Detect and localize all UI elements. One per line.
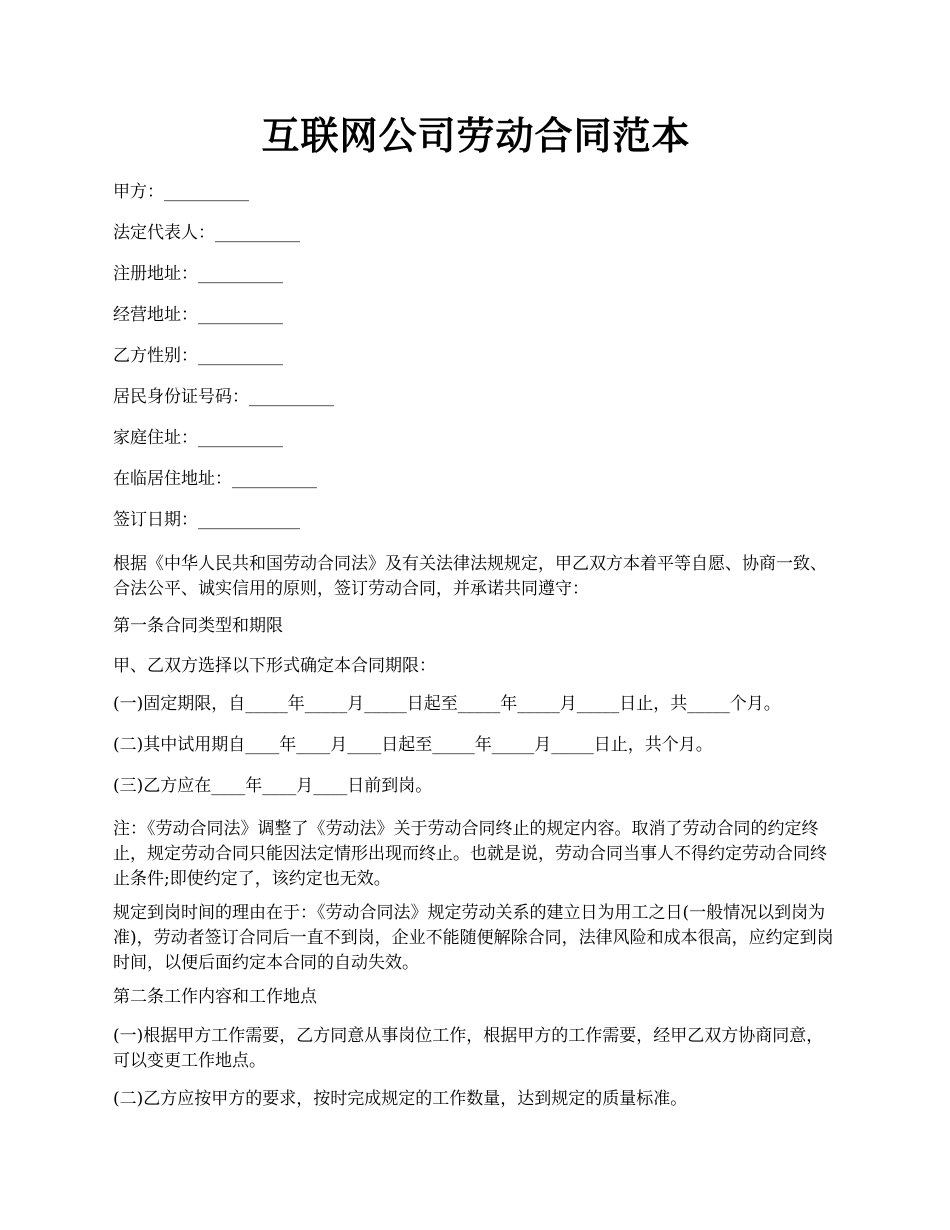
- article-1-item-3: (三)乙方应在____年____月____日前到岗。: [113, 776, 433, 796]
- article-1-item-1: (一)固定期限，自_____年_____月_____日起至_____年_____月_____日止，共_____个月。: [113, 694, 781, 714]
- page-title: 互联网公司劳动合同范本: [261, 113, 691, 158]
- article-1-note-1: 注：《劳动合同法》调整了《劳动法》关于劳动合同终止的规定内容。取消了劳动合同的约定终止，规定劳动合同只能因法定情形出现而终止。也就是说，劳动合同当事人不得约定劳动合同终止条件;即使约定了，该约定也无效。: [113, 819, 827, 889]
- field-legal-representative: 法定代表人：__________: [113, 223, 300, 243]
- article-1-item-2: (二)其中试用期自____年____月____日起至_____年_____月_____日止，共个月。: [113, 735, 713, 755]
- article-1-heading: 第一条合同类型和期限: [113, 616, 283, 636]
- field-party-b-gender: 乙方性别：__________: [113, 346, 283, 366]
- field-registered-address: 注册地址：__________: [113, 264, 283, 284]
- field-temporary-address: 在临居住地址：__________: [113, 469, 317, 489]
- article-2-item-2: (二)乙方应按甲方的要求，按时完成规定的工作数量，达到规定的质量标准。: [113, 1089, 688, 1109]
- article-1-note-2: 规定到岗时间的理由在于：《劳动合同法》规定劳动关系的建立日为用工之日(一般情况以到岗为准)，劳动者签订合同后一直不到岗，企业不能随便解除合同，法律风险和成本很高，应约定到岗时间，以便后面约定本合同的自动失效。: [113, 903, 834, 973]
- field-signing-date: 签订日期：____________: [113, 510, 300, 530]
- field-business-address: 经营地址：__________: [113, 305, 283, 325]
- preamble-paragraph: 根据《中华人民共和国劳动合同法》及有关法律法规规定，甲乙双方本着平等自愿、协商一致、合法公平、诚实信用的原则，签订劳动合同，并承诺共同遵守：: [113, 554, 827, 599]
- article-1-intro: 甲、乙双方选择以下形式确定本合同期限：: [113, 656, 436, 676]
- field-home-address: 家庭住址：__________: [113, 428, 283, 448]
- field-id-number: 居民身份证号码：__________: [113, 387, 334, 407]
- article-2-item-1: (一)根据甲方工作需要，乙方同意从事岗位工作，根据甲方的工作需要，经甲乙双方协商同意，可以变更工作地点。: [113, 1026, 824, 1071]
- article-2-heading: 第二条工作内容和工作地点: [113, 987, 317, 1007]
- field-party-a: 甲方：__________: [113, 182, 249, 202]
